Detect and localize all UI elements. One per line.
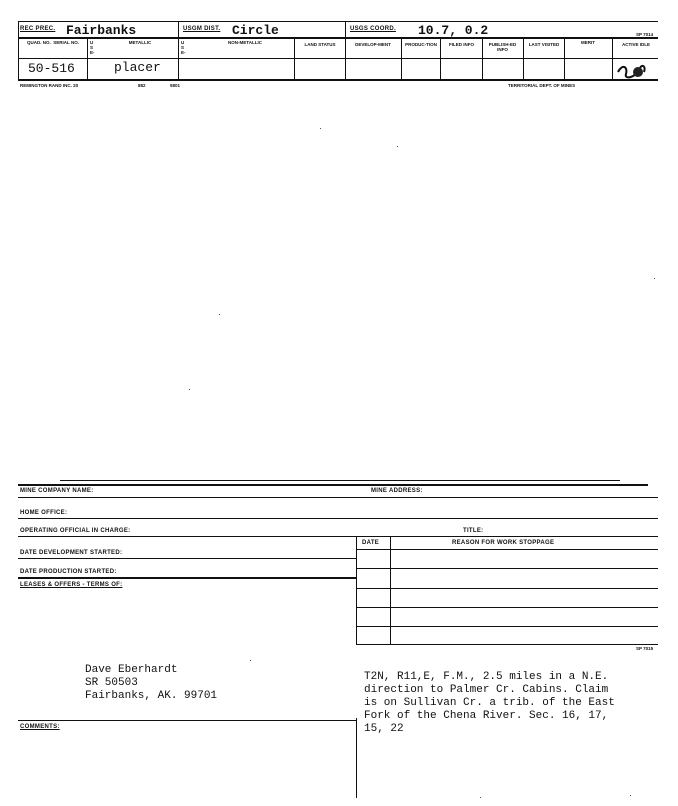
col-serial-label: SERIAL NO. xyxy=(53,40,79,45)
dept-note: TERRITORIAL DEPT. OF MINES xyxy=(508,83,576,88)
col-metallic: METALLIC xyxy=(128,40,152,45)
leases-label: LEASES & OFFERS - TERMS OF: xyxy=(20,582,123,588)
location-line-2: direction to Palmer Cr. Cabins. Claim xyxy=(364,684,609,696)
address-line-2: SR 50503 xyxy=(85,677,138,689)
usgs-coord-label: USGS COORD. xyxy=(350,26,396,32)
scribble-mark-icon xyxy=(614,60,650,82)
metallic-value: placer xyxy=(114,60,161,75)
date-col-label: DATE xyxy=(362,540,380,546)
rec-prec-label: REC PREC. xyxy=(20,26,56,32)
home-office-label: HOME OFFICE: xyxy=(20,510,68,516)
mine-company-label: MINE COMPANY NAME: xyxy=(20,488,94,494)
location-line-5: 15, 22 xyxy=(364,723,404,735)
uss-s: S xyxy=(90,45,94,50)
location-line-3: is on Sullivan Cr. a trib. of the East xyxy=(364,697,615,709)
form-number-top: SP 7014 xyxy=(636,32,654,37)
mine-address-label: MINE ADDRESS: xyxy=(371,488,423,494)
location-line-1: T2N, R11,E, F.M., 2.5 miles in a N.E. xyxy=(364,671,609,683)
comments-label: COMMENTS: xyxy=(20,724,60,730)
col-quad-label: QUAD. NO. xyxy=(27,40,51,45)
operating-official-label: OPERATING OFFICIAL IN CHARGE: xyxy=(20,528,131,534)
col-uss-nonmetallic xyxy=(181,40,189,55)
col-active-idle: ACTIVE IDLE xyxy=(621,42,650,47)
col-last-visited: LAST VISITED xyxy=(528,42,560,47)
col-uss-metallic xyxy=(90,40,98,55)
printer-num-2: 5801 xyxy=(170,83,181,88)
uss-s-2: S xyxy=(181,45,185,50)
col-merit: MERIT xyxy=(581,40,595,45)
printer-note: REMINGTON RAND INC. 20 xyxy=(20,83,79,88)
uss-u-2: U xyxy=(181,40,185,45)
usgs-coord-value: 10.7, 0.2 xyxy=(418,23,489,38)
date-development-label: DATE DEVELOPMENT STARTED: xyxy=(20,550,123,556)
usgm-dist-label: USGM DIST. xyxy=(183,26,221,32)
col-land-status: LAND STATUS xyxy=(304,42,336,47)
location-line-4: Fork of the Chena River. Sec. 16, 17, xyxy=(364,710,609,722)
col-filed-info: FILED INFO xyxy=(449,42,474,47)
reason-col-label: REASON FOR WORK STOPPAGE xyxy=(452,540,555,546)
address-line-3: Fairbanks, AK. 99701 xyxy=(85,690,218,702)
col-development: DEVELOP-MENT xyxy=(355,42,391,47)
uss-e: E- xyxy=(90,50,95,55)
printer-num-1: 882 xyxy=(138,83,146,88)
form-number-bottom: SP 7015 xyxy=(636,646,654,651)
title-label: TITLE: xyxy=(463,528,484,534)
date-production-label: DATE PRODUCTION STARTED: xyxy=(20,569,117,575)
uss-e-2: E- xyxy=(181,50,186,55)
col-non-metallic: NON-METALLIC xyxy=(228,40,262,45)
col-published-info: PUBLISH-ED INFO xyxy=(488,42,517,52)
rec-prec-value: Fairbanks xyxy=(66,23,137,38)
usgm-dist-value: Circle xyxy=(232,23,279,38)
address-line-1: Dave Eberhardt xyxy=(85,664,178,676)
col-production: PRODUC-TION xyxy=(405,42,437,47)
quad-serial-value: 50-516 xyxy=(28,61,75,76)
uss-u: U xyxy=(90,40,94,45)
col-quad-serial xyxy=(20,40,86,45)
